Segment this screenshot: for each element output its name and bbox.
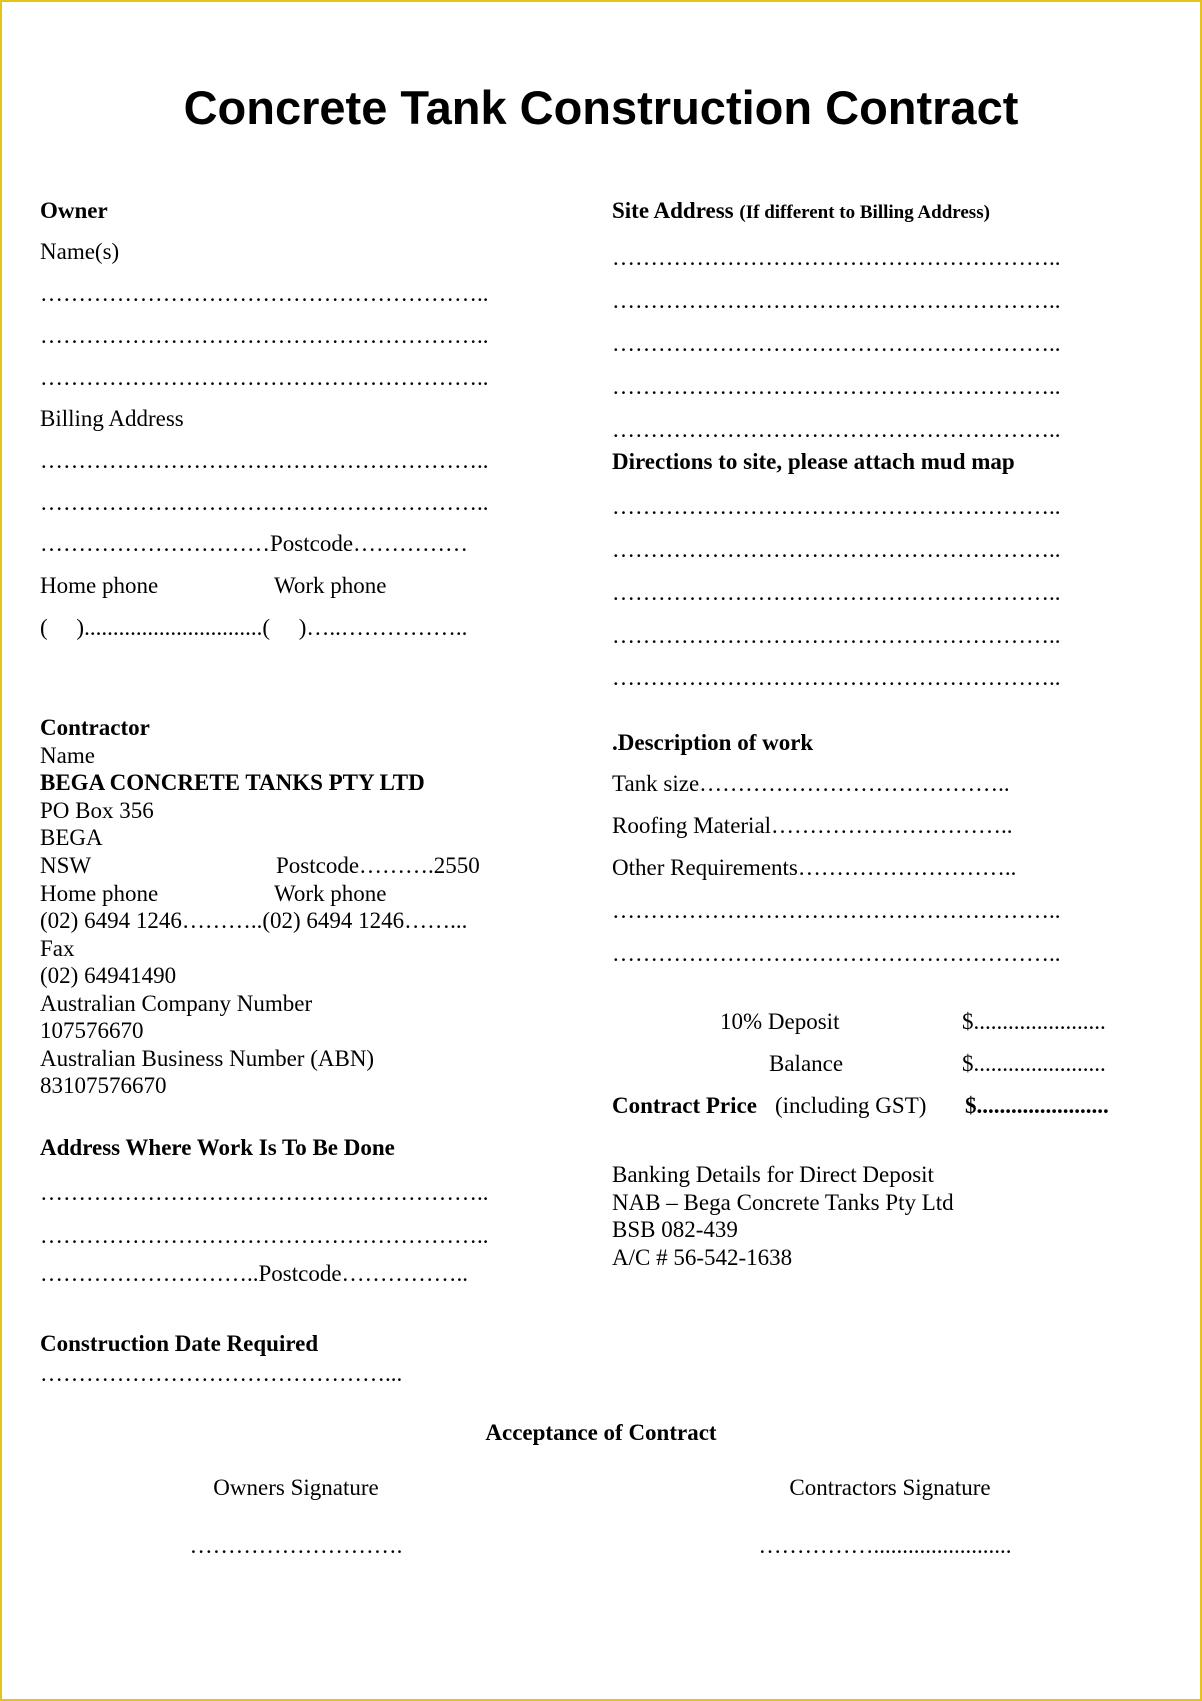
balance-value[interactable]: $....................... — [962, 1051, 1106, 1076]
owner-home-phone-label: Home phone — [40, 573, 159, 598]
directions-line[interactable]: ………………………………………………….. — [612, 665, 1061, 690]
contractor-home-phone-label: Home phone — [40, 881, 159, 906]
site-address-line[interactable]: ………………………………………………….. — [612, 245, 1061, 270]
owners-signature-label: Owners Signature — [213, 1475, 379, 1500]
owner-work-phone-label: Work phone — [274, 573, 387, 598]
contractors-signature-label: Contractors Signature — [789, 1475, 991, 1500]
contractor-work-phone-label: Work phone — [274, 881, 387, 906]
deposit-label: 10% Deposit — [720, 1009, 840, 1034]
roofing-material-field[interactable]: Roofing Material………………………….. — [612, 813, 1013, 838]
directions-line[interactable]: ………………………………………………….. — [612, 623, 1061, 648]
site-address-line[interactable]: ………………………………………………….. — [612, 417, 1061, 442]
acn-label: Australian Company Number — [40, 991, 313, 1016]
owner-heading: Owner — [40, 198, 108, 223]
directions-line[interactable]: ………………………………………………….. — [612, 580, 1061, 605]
contractor-fax: (02) 64941490 — [40, 963, 177, 988]
work-address-line[interactable]: ………………………………………………….. — [40, 1223, 489, 1248]
owner-name-line[interactable]: ………………………………………………….. — [40, 365, 489, 390]
billing-postcode-line[interactable]: …………………………Postcode…………… — [40, 531, 469, 556]
site-address-line[interactable]: ………………………………………………….. — [612, 331, 1061, 356]
banking-heading: Banking Details for Direct Deposit — [612, 1162, 934, 1187]
owner-names-label: Name(s) — [40, 239, 120, 264]
tank-size-field[interactable]: Tank size………………………………….. — [612, 771, 1010, 796]
contractor-name-label: Name — [40, 743, 95, 768]
contractor-po-box: PO Box 356 — [40, 798, 154, 823]
contractor-phones: (02) 6494 1246………..(02) 6494 1246……... — [40, 908, 468, 933]
directions-heading: Directions to site, please attach mud map — [612, 449, 1015, 474]
description-line[interactable]: ………………………………………………….. — [612, 941, 1061, 966]
abn-value: 83107576670 — [40, 1073, 167, 1098]
acn-value: 107576670 — [40, 1018, 144, 1043]
contractor-company: BEGA CONCRETE TANKS PTY LTD — [40, 770, 425, 795]
contractor-heading: Contractor — [40, 715, 150, 740]
contractor-postcode: Postcode……….2550 — [276, 853, 480, 878]
owner-name-line[interactable]: ………………………………………………….. — [40, 323, 489, 348]
description-heading: .Description of work — [612, 730, 814, 755]
balance-label: Balance — [769, 1051, 844, 1076]
banking-bsb: BSB 082-439 — [612, 1217, 738, 1242]
site-address-line[interactable]: ………………………………………………….. — [612, 288, 1061, 313]
work-address-line[interactable]: ………………………………………………….. — [40, 1180, 489, 1205]
contractor-state: NSW — [40, 853, 92, 878]
site-address-heading-row — [612, 197, 990, 226]
abn-label: Australian Business Number (ABN) — [40, 1046, 375, 1071]
contract-price-note: (including GST) — [775, 1093, 927, 1118]
deposit-value[interactable]: $....................... — [962, 1009, 1106, 1034]
contract-price-value[interactable]: $....................... — [965, 1093, 1109, 1118]
description-line[interactable]: ………………………………………………….. — [612, 898, 1061, 923]
contractor-fax-label: Fax — [40, 936, 75, 961]
construction-date-heading: Construction Date Required — [40, 1331, 319, 1356]
contractor-town: BEGA — [40, 825, 103, 850]
site-address-heading: Site Address — [612, 198, 734, 223]
contract-price-label: Contract Price — [612, 1093, 757, 1118]
owner-name-line[interactable]: ………………………………………………….. — [40, 281, 489, 306]
acceptance-heading: Acceptance of Contract — [485, 1420, 717, 1445]
billing-address-line[interactable]: ………………………………………………….. — [40, 448, 489, 473]
work-address-postcode-line[interactable]: ………………………..Postcode…………….. — [40, 1261, 469, 1286]
construction-date-line[interactable]: ………………………………………... — [40, 1361, 403, 1386]
other-requirements-field[interactable]: Other Requirements……………………….. — [612, 855, 1017, 880]
banking-bank: NAB – Bega Concrete Tanks Pty Ltd — [612, 1190, 954, 1215]
directions-line[interactable]: ………………………………………………….. — [612, 537, 1061, 562]
billing-address-label: Billing Address — [40, 406, 184, 431]
page-title: Concrete Tank Construction Contract — [183, 81, 1019, 134]
site-address-line[interactable]: ………………………………………………….. — [612, 374, 1061, 399]
owner-phone-line[interactable]: ( )...............................( )…..…………….. — [40, 615, 468, 640]
contractors-signature-line[interactable]: ……………........................ — [758, 1533, 1012, 1558]
billing-address-line[interactable]: ………………………………………………….. — [40, 490, 489, 515]
work-address-heading: Address Where Work Is To Be Done — [40, 1135, 395, 1160]
owners-signature-line[interactable]: ………………………. — [189, 1533, 403, 1558]
banking-account: A/C # 56-542-1638 — [612, 1245, 793, 1270]
directions-line[interactable]: ………………………………………………….. — [612, 494, 1061, 519]
site-address-note: (If different to Billing Address) — [739, 202, 990, 223]
